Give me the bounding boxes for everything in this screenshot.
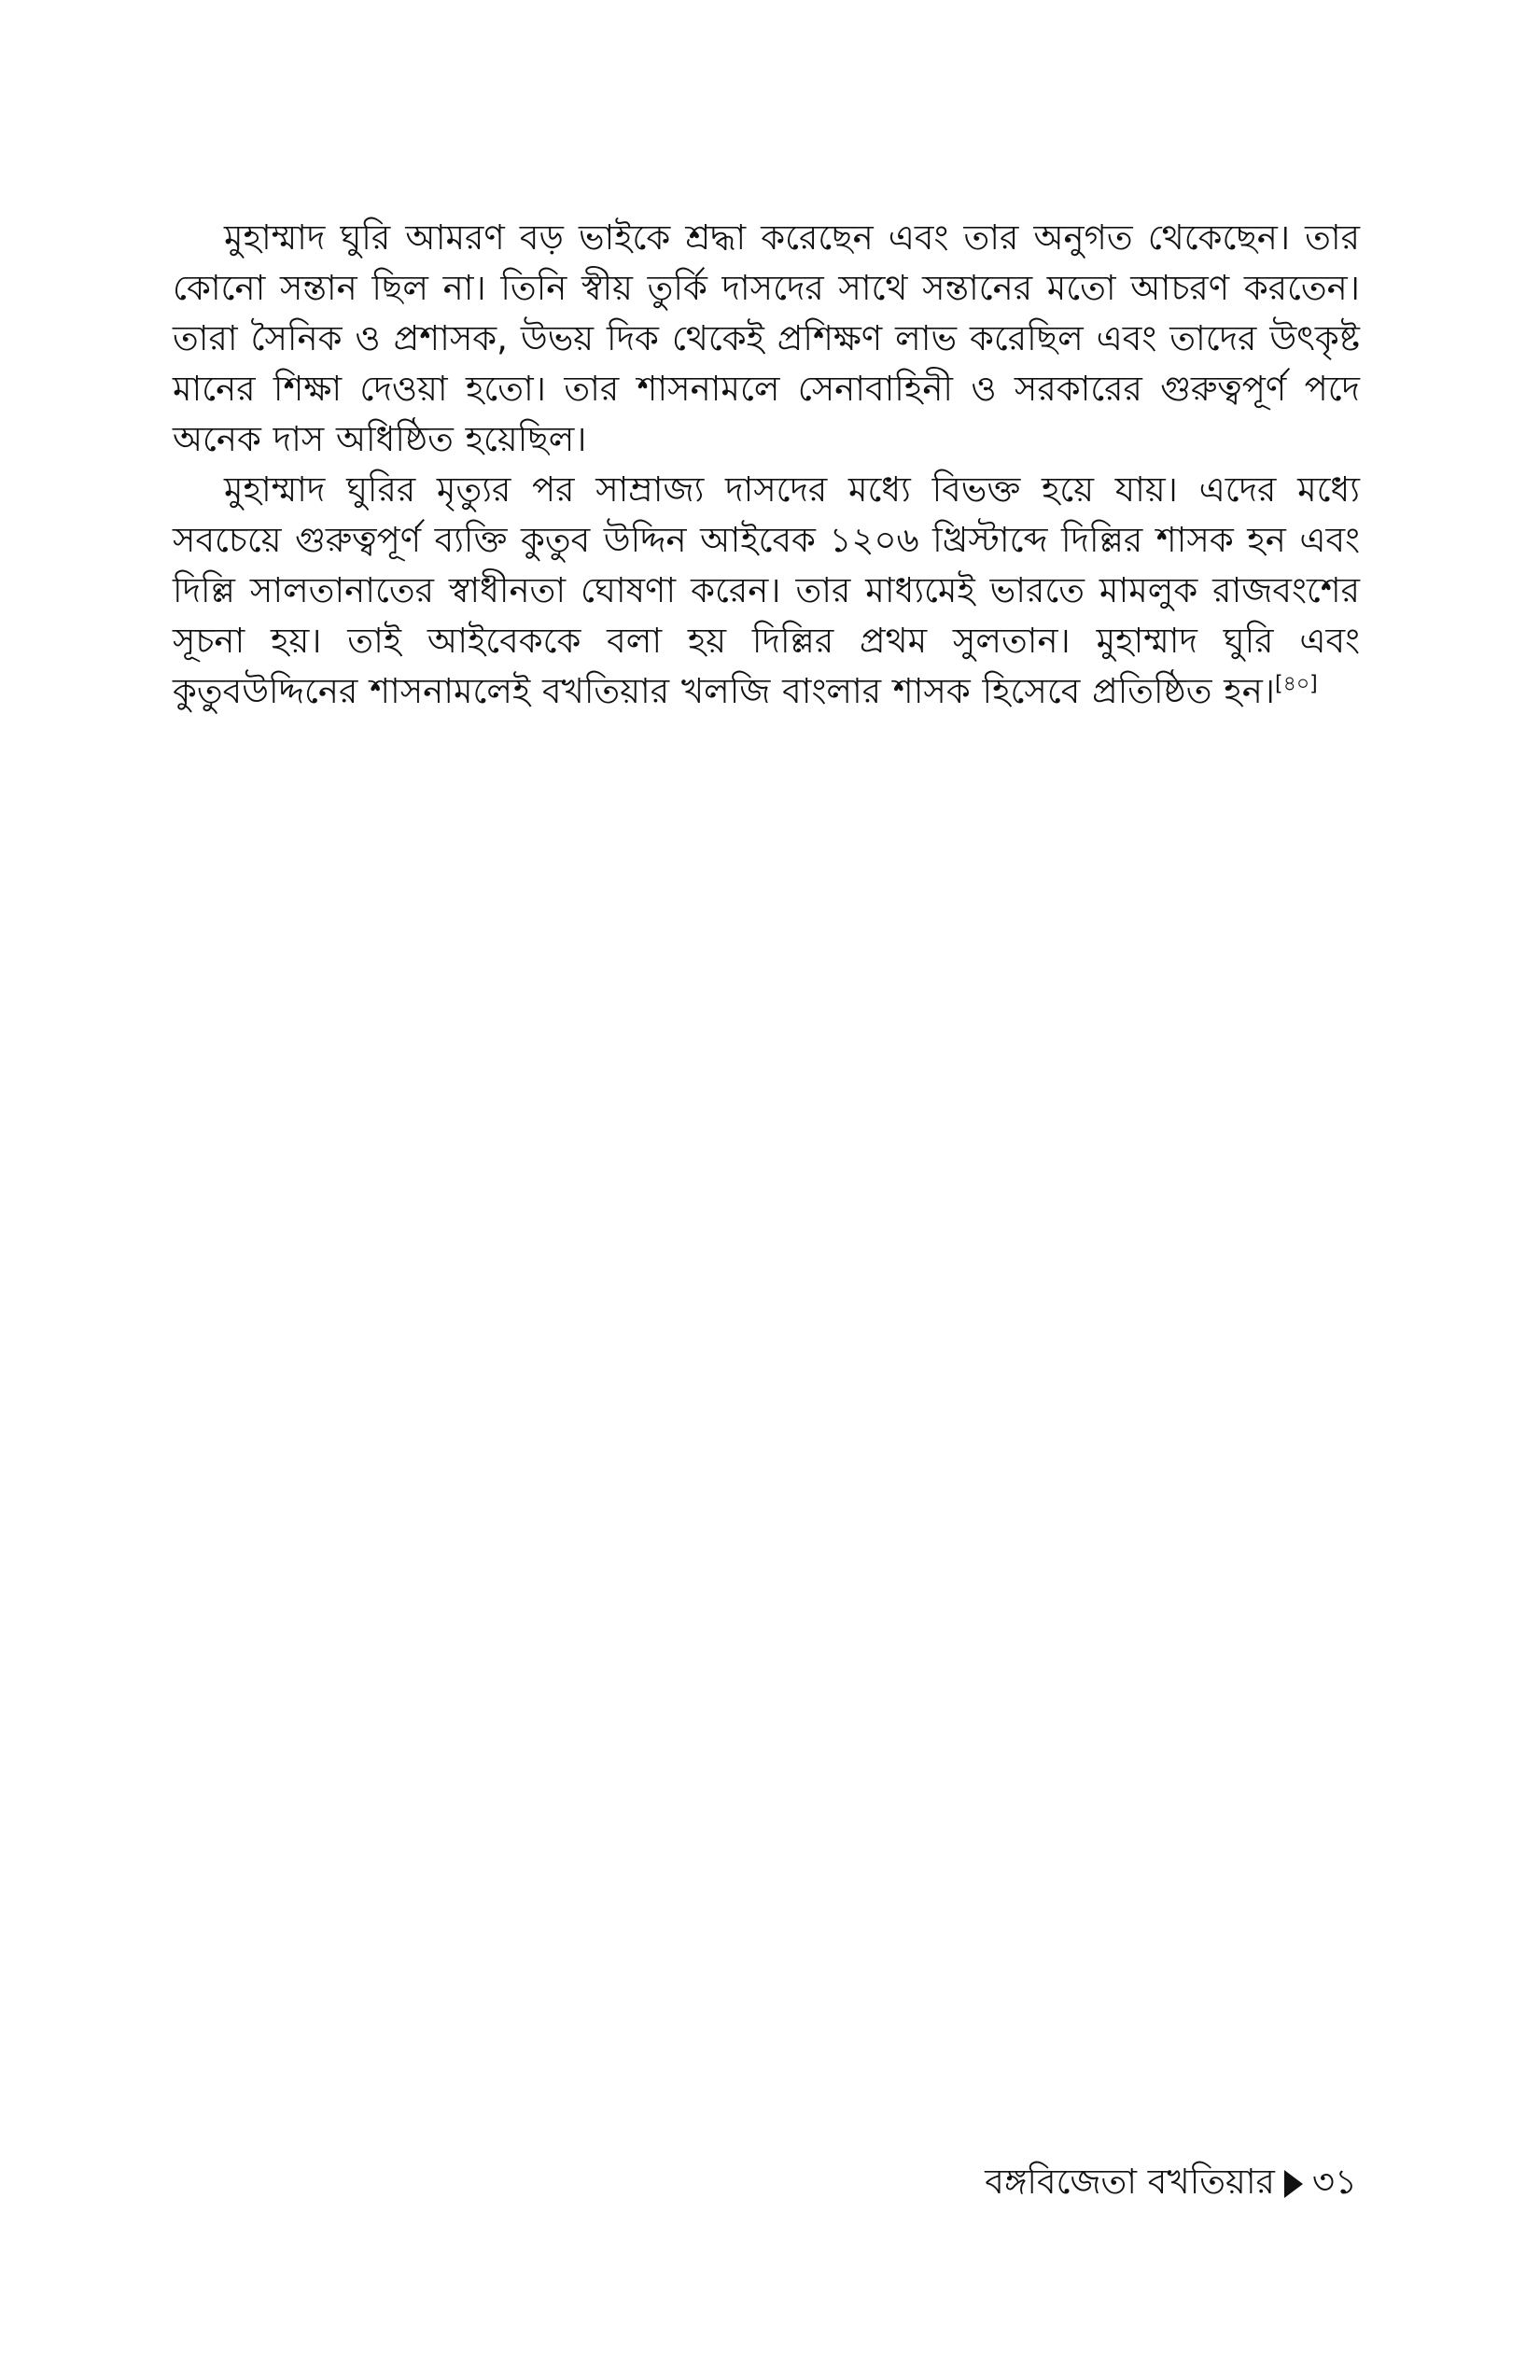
paragraph-1-text: মুহাম্মাদ ঘুরি আমরণ বড় ভাইকে শ্রদ্ধা করেছেন এবং তার অনুগত থেকেছেন। তার কোনো সন্তান ছিল না। তিনি স্বীয় তুর্কি দাসদের সাথে সন্তানের মতো আচরণ করতেন। তারা সৈনিক ও প্রশাসক, উভয় দিক থেকেই প্রশিক্ষণ লাভ করেছিল এবং তাদের উৎকৃষ্ট মানের শিক্ষা দেওয়া হতো। তার শাসনামলে সেনাবাহিনী ও সরকারের গুরুত্বপূর্ণ পদে অনেক দাস অধিষ্ঠিত হয়েছিল।	[173, 217, 1360, 459]
paragraph-2-text: মুহাম্মাদ ঘুরির মৃত্যুর পর সাম্রাজ্য দাসদের মধ্যে বিভক্ত হয়ে যায়। এদের মধ্যে সবচেয়ে গুরুত্বপূর্ণ ব্যক্তি কুতুব উদ্দিন আইবেক ১২০৬ খ্রিস্টাব্দে দিল্লির শাসক হন এবং দিল্লি সালতানাতের স্বাধীনতা ঘোষণা করেন। তার মাধ্যমেই ভারতে মামলুক রাজবংশের সূচনা হয়। তাই আইবেককে বলা হয় দিল্লির প্রথম সুলতান। মুহাম্মাদ ঘুরি এবং কুতুবউদ্দিনের শাসনামলেই বখতিয়ার খলজি বাংলার শাসক হিসেবে প্রতিষ্ঠিত হন।	[173, 469, 1360, 711]
paragraph-2	[173, 465, 1360, 717]
paragraph-1	[173, 213, 1360, 465]
page-footer	[985, 2154, 1357, 2213]
book-title: বঙ্গবিজেতা বখতিয়ার	[985, 2162, 1275, 2202]
triangle-right-icon	[1284, 2170, 1303, 2198]
page-body	[173, 213, 1360, 717]
page-number: ৩১	[1311, 2162, 1357, 2202]
footnote-marker: [৪০]	[1275, 672, 1318, 696]
